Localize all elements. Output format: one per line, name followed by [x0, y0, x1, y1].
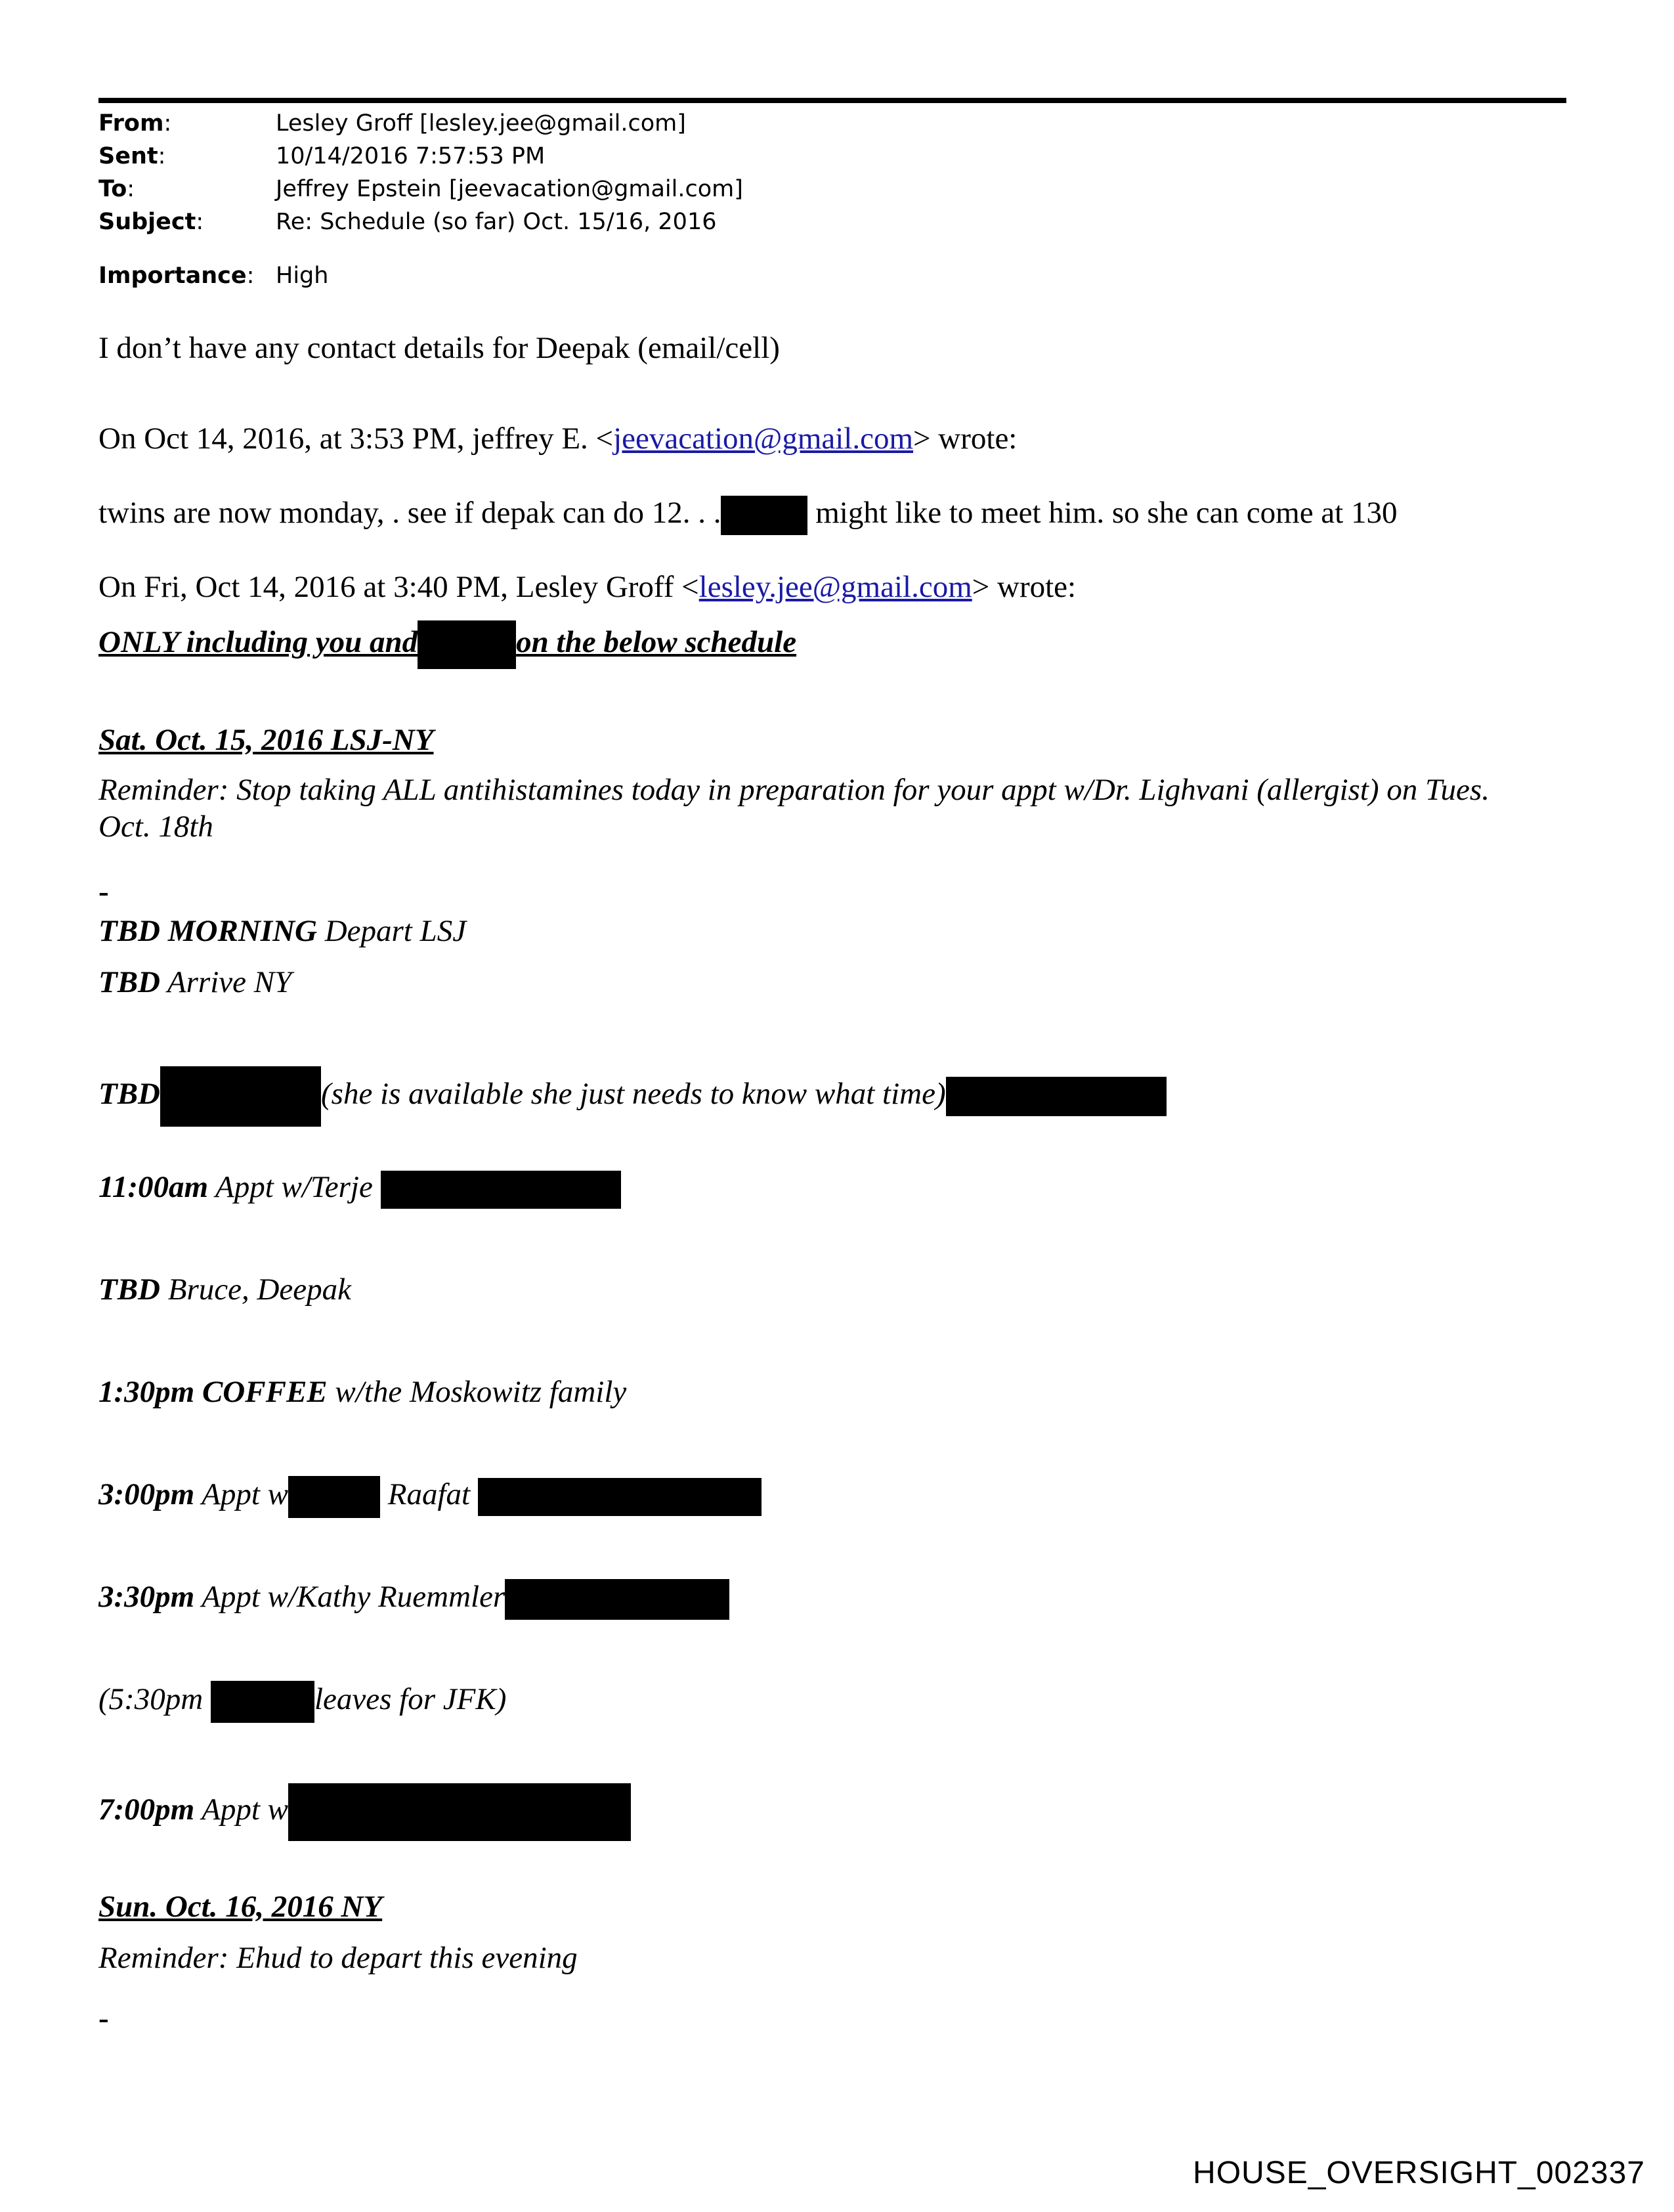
schedule-time: (5:30pm — [98, 1682, 211, 1716]
redaction-block — [478, 1478, 762, 1516]
schedule-item — [98, 1578, 729, 1620]
schedule-time: TBD MORNING — [98, 914, 317, 948]
to-row: To: Jeffrey Epstein [jeevacation@gmail.com] — [98, 176, 743, 202]
saturday-heading: Sat. Oct. 15, 2016 LSJ-NY — [98, 723, 434, 757]
from-label: From — [98, 110, 164, 137]
sunday-reminder: Reminder: Ehud to depart this evening — [98, 1941, 578, 1975]
schedule-item — [98, 1271, 351, 1308]
only-including-a: ONLY including you and — [98, 624, 418, 659]
header-divider — [98, 98, 1566, 103]
schedule-time: 11:00am — [98, 1170, 209, 1204]
only-including-b: on the below schedule — [516, 624, 797, 659]
bates-number: HOUSE_OVERSIGHT_002337 — [1193, 2156, 1645, 2190]
subject-row: Subject: Re: Schedule (so far) Oct. 15/16, 2016 — [98, 209, 717, 235]
importance-value: High — [276, 263, 329, 289]
redaction-block — [946, 1077, 1167, 1116]
schedule-item — [98, 913, 466, 949]
quote1-body — [98, 494, 1397, 535]
sent-row: Sent: 10/14/2016 7:57:53 PM — [98, 143, 546, 169]
schedule-time: TBD — [98, 1076, 160, 1111]
redaction-block — [160, 1066, 321, 1127]
quote1-suffix: > wrote: — [913, 422, 1018, 456]
importance-row: Importance: High — [98, 263, 329, 289]
schedule-text: w/the Moskowitz family — [327, 1375, 627, 1409]
schedule-time: TBD — [98, 965, 160, 999]
to-value: Jeffrey Epstein [jeevacation@gmail.com] — [276, 176, 743, 202]
schedule-item — [98, 1783, 631, 1841]
schedule-text: leaves for JFK) — [314, 1682, 507, 1716]
schedule-time: TBD — [98, 1272, 160, 1307]
schedule-item — [98, 1476, 762, 1518]
quote1-attribution — [98, 420, 1017, 457]
schedule-item — [98, 1374, 626, 1410]
schedule-item — [98, 1681, 506, 1723]
sunday-heading: Sun. Oct. 16, 2016 NY — [98, 1890, 383, 1924]
redaction-block — [721, 496, 807, 535]
redaction-block — [288, 1476, 380, 1518]
quote1-email-link[interactable]: jeevacation@gmail.com — [613, 422, 914, 456]
redaction-block — [505, 1579, 729, 1620]
schedule-time: 7:00pm — [98, 1792, 195, 1827]
schedule-text: (she is available she just needs to know what time) — [321, 1076, 946, 1111]
redaction-block — [211, 1681, 314, 1723]
schedule-text: Appt w — [194, 1477, 288, 1511]
importance-label: Importance — [98, 263, 247, 289]
sunday-dash: - — [98, 2001, 109, 2035]
saturday-dash: - — [98, 875, 109, 909]
quote2-email-link[interactable]: lesley.jee@gmail.com — [698, 570, 972, 604]
schedule-text: Arrive NY — [160, 965, 292, 999]
schedule-text: Appt w/Terje — [208, 1170, 381, 1204]
sent-label: Sent — [98, 143, 158, 169]
from-value: Lesley Groff [lesley.jee@gmail.com] — [276, 110, 686, 137]
schedule-time: 3:00pm — [98, 1477, 195, 1511]
schedule-time: 3:30pm — [98, 1580, 195, 1614]
quote2-prefix: On Fri, Oct 14, 2016 at 3:40 PM, Lesley Groff < — [98, 570, 699, 604]
from-row: From: Lesley Groff [lesley.jee@gmail.com] — [98, 110, 686, 137]
schedule-time: 1:30pm COFFEE — [98, 1375, 328, 1409]
redaction-block — [288, 1783, 631, 1841]
schedule-text-2: Raafat — [380, 1477, 478, 1511]
schedule-text: Appt w/Kathy Ruemmler — [194, 1580, 505, 1614]
quote2-attribution — [98, 569, 1076, 605]
saturday-reminder: Reminder: Stop taking ALL antihistamines today in preparation for your appt w/Dr. Lighvani (allergist) on Tues. Oct. 18th — [98, 773, 1490, 844]
subject-value: Re: Schedule (so far) Oct. 15/16, 2016 — [276, 209, 717, 235]
sent-value: 10/14/2016 7:57:53 PM — [276, 143, 546, 169]
reply-text: I don’t have any contact details for Deepak (email/cell) — [98, 331, 780, 365]
quote1-body-a: twins are now monday, . see if depak can do 12. . . — [98, 496, 721, 530]
quote2-suffix: > wrote: — [972, 570, 1077, 604]
schedule-text: Appt w — [194, 1792, 288, 1827]
schedule-text: Bruce, Deepak — [160, 1272, 351, 1307]
redaction-block — [418, 620, 516, 669]
schedule-item — [98, 964, 291, 1001]
subject-label: Subject — [98, 209, 196, 235]
quote1-body-b: might like to meet him. so she can come at 130 — [807, 496, 1398, 530]
to-label: To — [98, 176, 127, 202]
only-including-line — [98, 620, 796, 669]
schedule-text: Depart LSJ — [316, 914, 467, 948]
schedule-item — [98, 1169, 621, 1209]
schedule-item — [98, 1066, 1167, 1127]
redaction-block — [381, 1171, 621, 1209]
quote1-prefix: On Oct 14, 2016, at 3:53 PM, jeffrey E. < — [98, 422, 614, 456]
